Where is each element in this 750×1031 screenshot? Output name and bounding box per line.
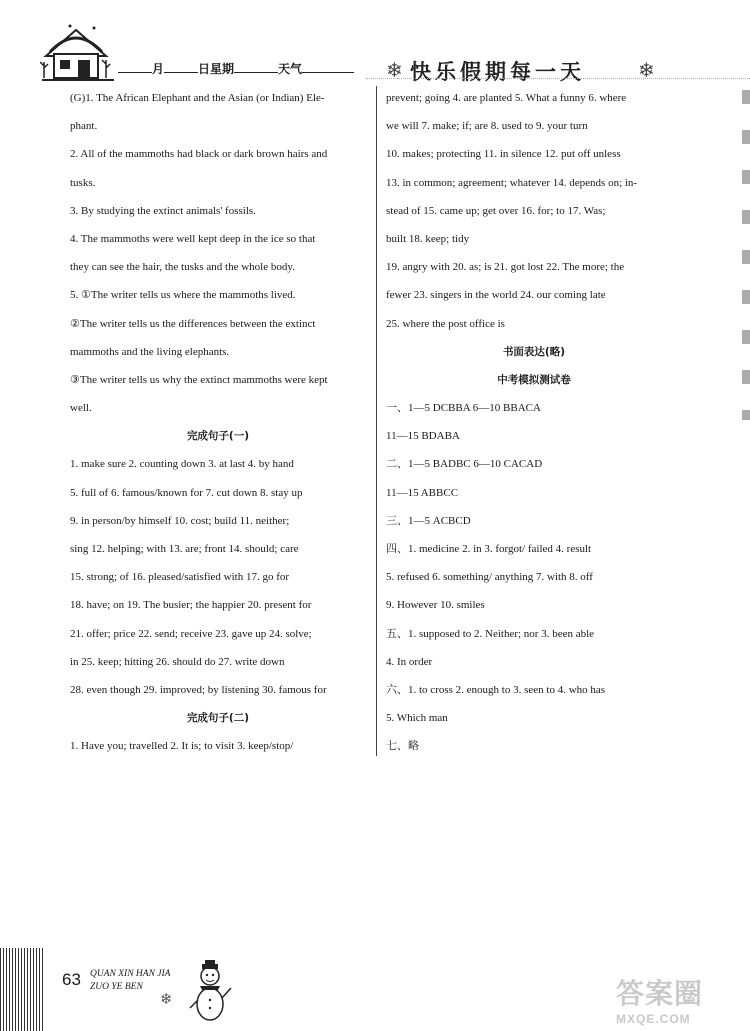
answer-line: 六、1. to cross 2. enough to 3. seen to 4. who has — [386, 683, 606, 696]
answer-line: 4. In order — [386, 655, 433, 668]
answer-line: 19. angry with 20. as; is 21. got lost 22. The more; the — [386, 261, 625, 274]
answer-line: 七、略 — [386, 740, 419, 753]
series-title — [90, 968, 170, 994]
answer-line: 9. However 10. smiles — [386, 599, 485, 612]
answer-line: 5. Which man — [386, 712, 448, 725]
answer-line: 二、1—5 BADBC 6—10 CACAD — [386, 458, 543, 471]
binding-edge — [742, 90, 750, 420]
footer-stripe-decoration — [0, 948, 44, 1031]
answer-line: 4. The mammoths were well kept deep in the ice so that — [70, 232, 316, 245]
page-number: 63 — [62, 970, 81, 989]
snowflake-icon: ❄ — [160, 990, 173, 1008]
answer-line: 五、1. supposed to 2. Neither; nor 3. been able — [386, 627, 595, 640]
snowman-illustration — [188, 960, 232, 1026]
answer-line: in 25. keep; hitting 26. should do 27. write down — [70, 655, 285, 668]
date-weather-line — [118, 60, 352, 77]
answer-line: we will 7. make; if; are 8. used to 9. your turn — [386, 120, 588, 133]
answer-line: 5. full of 6. famous/known for 7. cut down 8. stay up — [70, 486, 303, 499]
answer-line: mammoths and the living elephants. — [70, 345, 230, 358]
answer-line: tusks. — [70, 176, 96, 189]
answer-line: 四、1. medicine 2. in 3. forgot/ failed 4. result — [386, 543, 592, 555]
answer-line: (G)1. The African Elephant and the Asian (or Indian) Ele- — [70, 92, 325, 104]
answer-line: stead of 15. came up; get over 16. for; to 17. Was; — [386, 204, 606, 217]
weekday-label: 星期 — [210, 62, 235, 76]
answer-line: fewer 23. singers in the world 24. our coming late — [386, 289, 606, 302]
snowflake-icon: ❄ — [386, 58, 403, 82]
answer-line: 5. ①The writer tells us where the mammoths lived. — [70, 289, 296, 302]
answer-line: 25. where the post office is — [386, 317, 505, 330]
answer-line: 三、1—5 ACBCD — [386, 514, 471, 527]
watermark — [616, 972, 746, 1027]
answer-line: 21. offer; price 22. send; receive 23. gave up 24. solve; — [70, 627, 312, 640]
series-title-line: ZUO YE BEN — [90, 982, 143, 992]
answer-line: 15. strong; of 16. pleased/satisfied with 17. go for — [70, 571, 290, 584]
answer-line: 一、1—5 DCBBA 6—10 BBACA — [386, 402, 541, 415]
right-column — [386, 84, 682, 761]
answer-line: 11—15 ABBCC — [386, 486, 459, 499]
section-heading: 中考模拟测试卷 — [497, 373, 571, 386]
watermark-url: MXQE.COM — [616, 1012, 691, 1026]
answer-line: 1. Have you; travelled 2. It is; to visit 3. keep/stop/ — [70, 740, 294, 753]
answer-line: they can see the hair, the tusks and the whole body. — [70, 261, 295, 274]
answer-line: ③The writer tells us why the extinct mammoths were kept — [70, 373, 328, 386]
answer-line: built 18. keep; tidy — [386, 232, 470, 245]
day-label: 日 — [198, 62, 211, 76]
answer-line: sing 12. helping; with 13. are; front 14. should; care — [70, 543, 299, 555]
answer-line: phant. — [70, 120, 98, 133]
answer-line: 5. refused 6. something/ anything 7. with 8. off — [386, 571, 593, 584]
header-divider — [366, 78, 750, 79]
answer-line: 10. makes; protecting 11. in silence 12. put off unless — [386, 148, 621, 161]
answer-line: 13. in common; agreement; whatever 14. depends on; in- — [386, 176, 638, 189]
slogan: 快乐假期每一天 — [410, 60, 585, 84]
answer-line: 3. By studying the extinct animals' fossils. — [70, 204, 256, 217]
answer-line: 11—15 BDABA — [386, 430, 460, 443]
answer-line: 1. make sure 2. counting down 3. at last 4. by hand — [70, 458, 294, 471]
answer-line: ②The writer tells us the differences between the extinct — [70, 317, 316, 330]
answer-line: prevent; going 4. are planted 5. What a funny 6. where — [386, 92, 627, 104]
series-title-line: QUAN XIN HAN JIA — [90, 969, 171, 979]
answer-line: 9. in person/by himself 10. cost; build 11. neither; — [70, 514, 290, 527]
left-column — [70, 84, 366, 761]
answer-line: 2. All of the mammoths had black or dark brown hairs and — [70, 148, 328, 161]
answer-line: 28. even though 29. improved; by listening 30. famous for — [70, 683, 327, 696]
section-heading: 完成句子(二) — [186, 712, 250, 725]
column-divider — [376, 86, 377, 756]
section-heading: 完成句子(一) — [186, 430, 250, 443]
answer-line: well. — [70, 402, 92, 415]
answer-line: 18. have; on 19. The busier; the happier 20. present for — [70, 599, 312, 612]
snowflake-icon: ❄ — [638, 58, 655, 82]
section-heading: 书面表达(略) — [502, 345, 566, 358]
watermark-logo: 答案圈 — [616, 978, 704, 1009]
snow-house-illustration — [40, 22, 118, 84]
weather-label: 天气 — [278, 62, 303, 76]
page-header — [0, 0, 750, 92]
month-label: 月 — [152, 62, 165, 76]
